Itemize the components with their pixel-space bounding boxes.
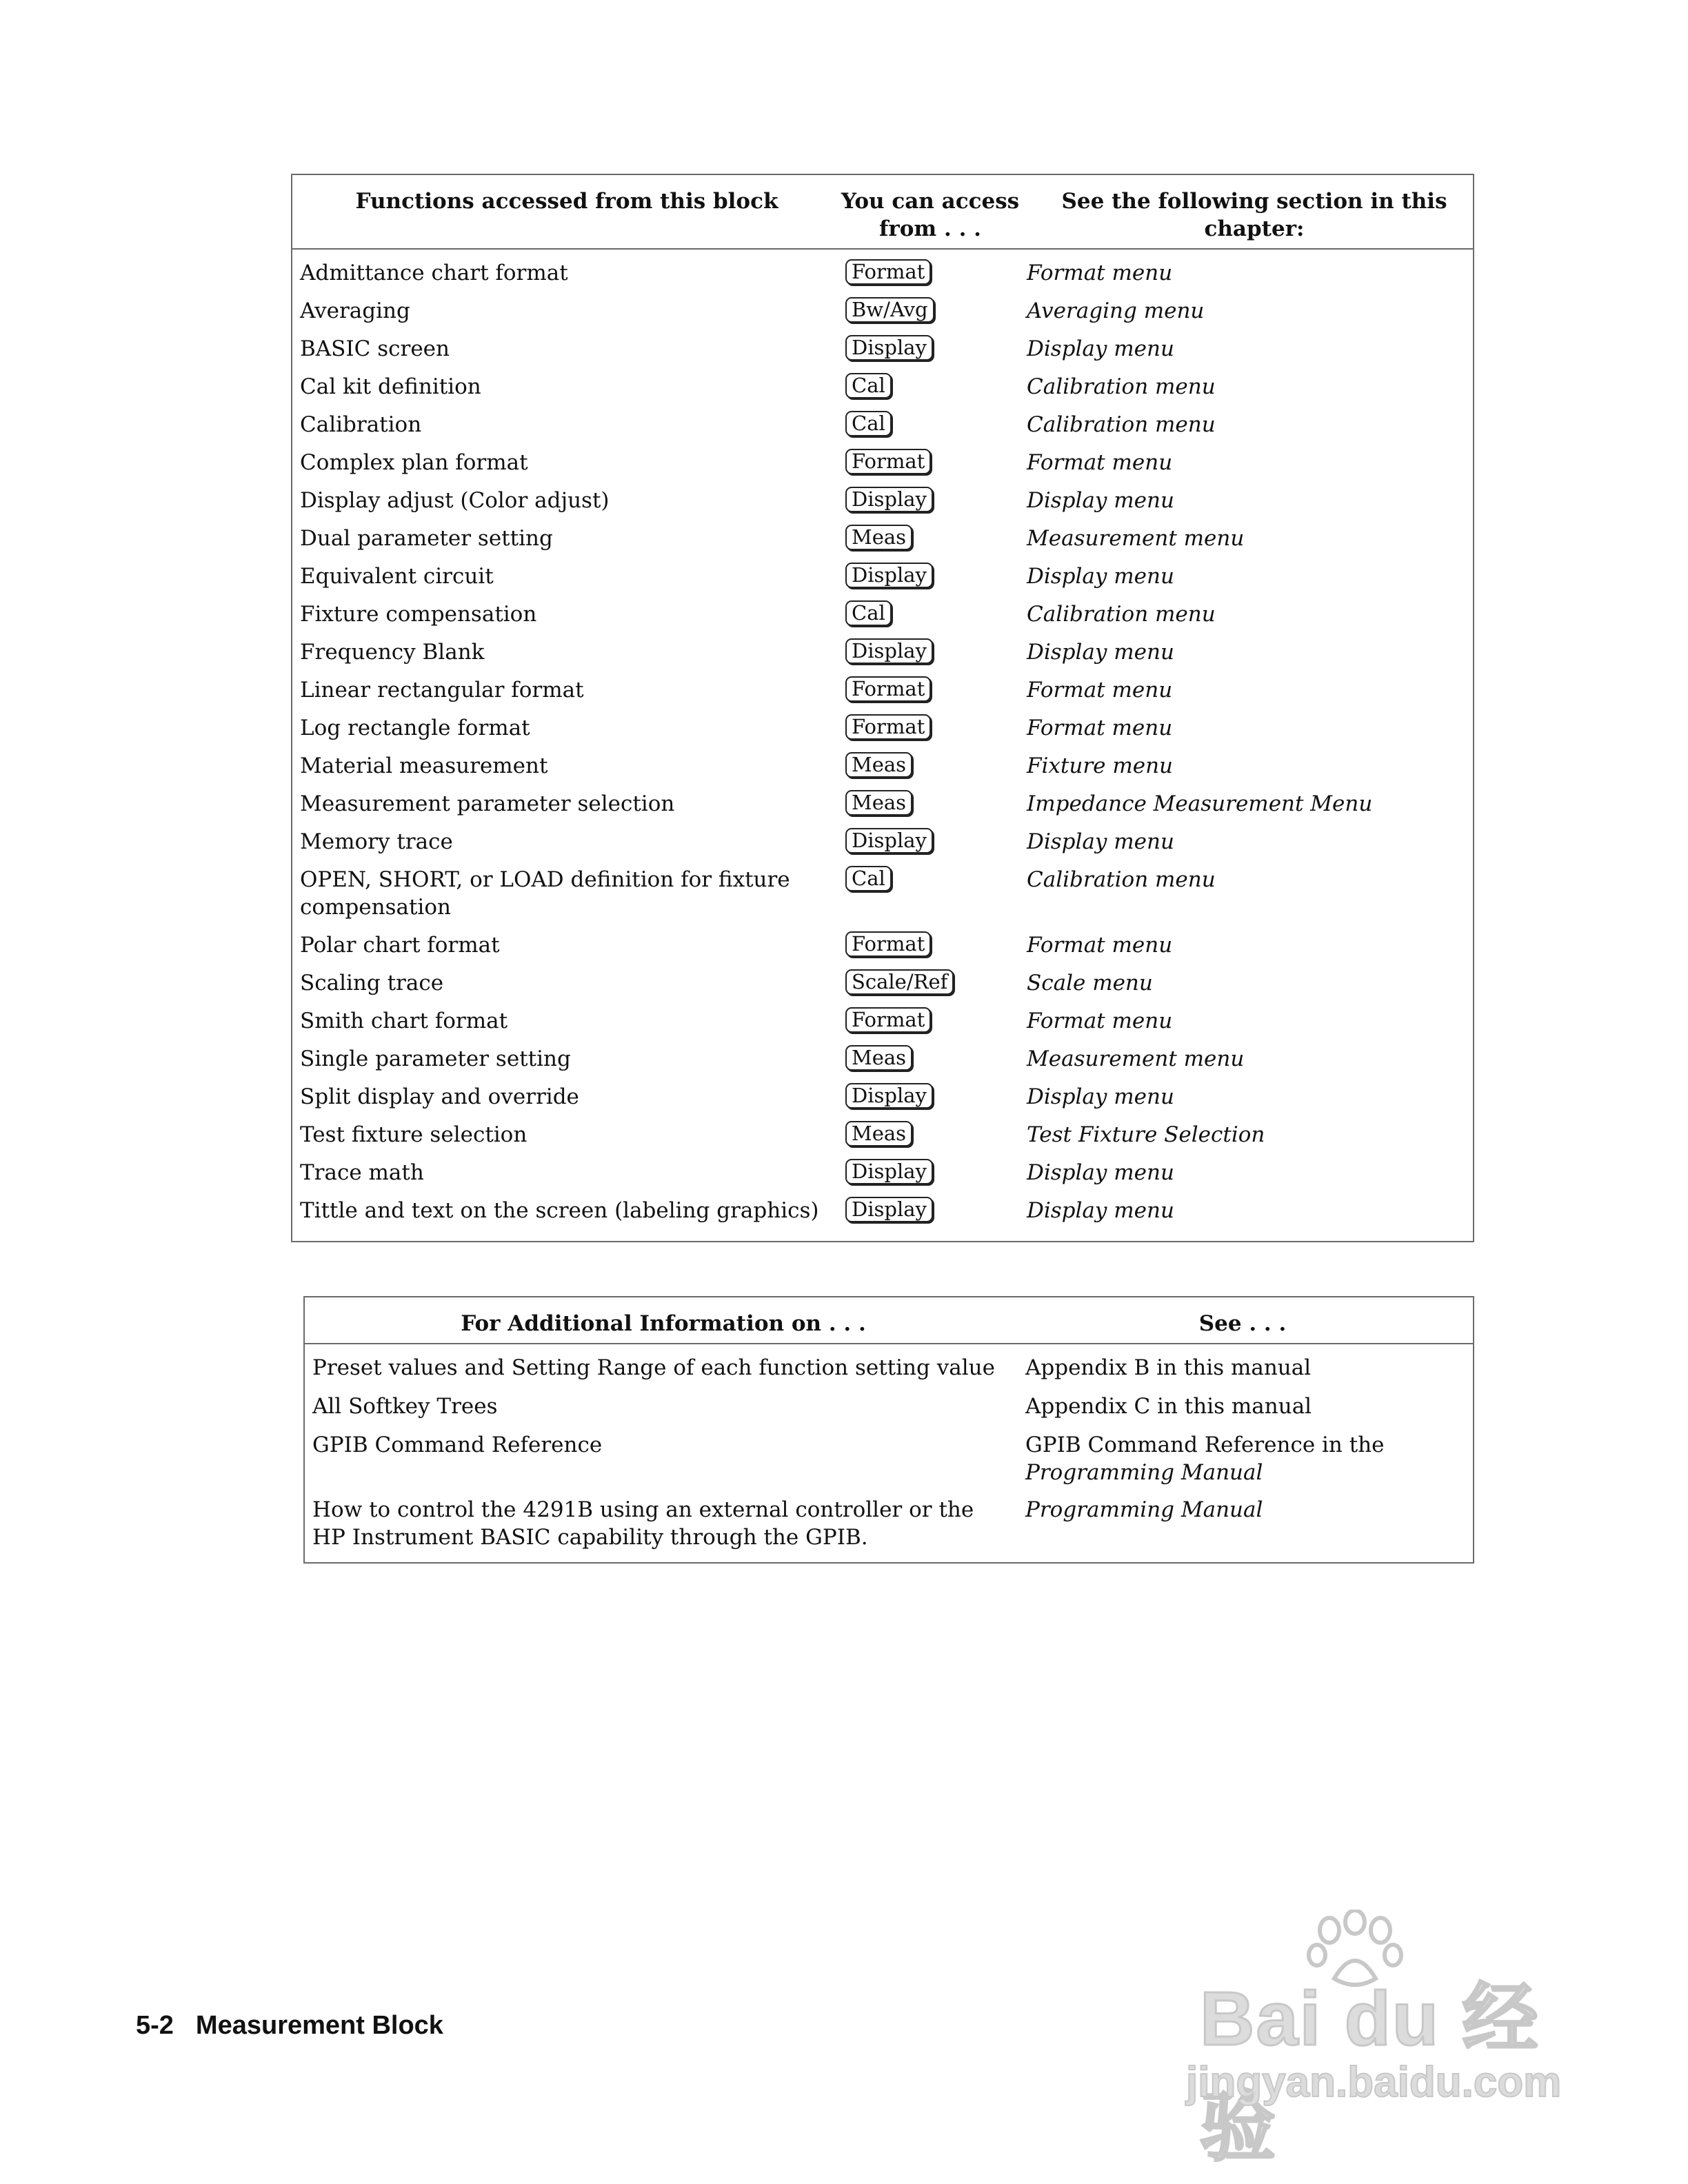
table-row bbox=[292, 560, 1473, 598]
section-cell: Test Fixture Selection bbox=[1027, 1122, 1265, 1147]
section-cell: Calibration menu bbox=[1027, 412, 1216, 437]
additional-info-table bbox=[303, 1296, 1474, 1564]
section-cell: Format menu bbox=[1027, 716, 1173, 740]
table-row bbox=[292, 446, 1473, 484]
functions-table bbox=[291, 174, 1474, 1242]
table-row bbox=[292, 1118, 1473, 1156]
section-cell: Fixture menu bbox=[1027, 754, 1174, 778]
function-cell: Trace math bbox=[300, 1160, 424, 1185]
table-row bbox=[292, 408, 1473, 446]
section-cell: Calibration menu bbox=[1027, 374, 1216, 399]
function-cell: Admittance chart format bbox=[300, 261, 568, 285]
section-cell: Scale menu bbox=[1027, 971, 1153, 995]
table-row bbox=[292, 967, 1473, 1004]
additional-info-body bbox=[305, 1344, 1473, 1562]
table-row bbox=[292, 1004, 1473, 1042]
section-cell: Display menu bbox=[1027, 640, 1174, 665]
function-cell: BASIC screen bbox=[300, 336, 450, 361]
section-cell: Measurement menu bbox=[1027, 1046, 1245, 1071]
section-cell: Display menu bbox=[1027, 488, 1174, 513]
display-key-button[interactable]: Display bbox=[845, 828, 933, 853]
watermark-brand: Bai du 经验 bbox=[1200, 1976, 1540, 2170]
section-cell: Format menu bbox=[1027, 678, 1173, 702]
function-cell: Dual parameter setting bbox=[300, 526, 553, 551]
section-cell: Measurement menu bbox=[1027, 526, 1245, 551]
see-cell bbox=[1025, 1431, 1467, 1486]
section-cell: Display menu bbox=[1027, 564, 1174, 589]
see-text: Appendix B in this manual bbox=[1025, 1355, 1312, 1380]
function-cell: Smith chart format bbox=[300, 1009, 508, 1033]
see-text: GPIB Command Reference in the bbox=[1025, 1433, 1385, 1457]
section-cell: Impedance Measurement Menu bbox=[1027, 791, 1373, 816]
functions-table-body bbox=[292, 250, 1473, 1232]
table-row bbox=[292, 294, 1473, 332]
meas-key-button[interactable]: Meas bbox=[845, 1045, 912, 1071]
see-manual-title: Programming Manual bbox=[1025, 1460, 1263, 1485]
function-cell: Equivalent circuit bbox=[300, 564, 494, 589]
table-row bbox=[292, 674, 1473, 711]
section-cell: Calibration menu bbox=[1027, 602, 1216, 627]
display-key-button[interactable]: Display bbox=[845, 487, 933, 512]
table-row bbox=[292, 1042, 1473, 1080]
additional-info-header bbox=[305, 1297, 1473, 1344]
display-key-button[interactable]: Display bbox=[845, 1083, 933, 1109]
cal-key-button[interactable]: Cal bbox=[845, 600, 892, 626]
table-row bbox=[305, 1428, 1473, 1493]
see-manual-title: Programming Manual bbox=[1025, 1497, 1263, 1522]
function-cell: Averaging bbox=[300, 299, 410, 323]
function-cell: Memory trace bbox=[300, 829, 453, 854]
table-row bbox=[292, 787, 1473, 825]
section-cell: Display menu bbox=[1027, 1084, 1174, 1109]
see-text: Appendix C in this manual bbox=[1025, 1394, 1312, 1419]
function-cell: Tittle and text on the screen (labeling graphics) bbox=[300, 1198, 819, 1223]
header-functions: Functions accessed from this block bbox=[355, 189, 778, 214]
section-cell: Format menu bbox=[1027, 933, 1173, 958]
display-key-button[interactable]: Display bbox=[845, 638, 933, 664]
topic-cell: Preset values and Setting Range of each function setting value bbox=[312, 1355, 995, 1380]
functions-table-header bbox=[292, 175, 1473, 250]
table-row bbox=[292, 598, 1473, 636]
function-cell: Polar chart format bbox=[300, 933, 500, 958]
function-cell: Complex plan format bbox=[300, 450, 528, 475]
format-key-button[interactable]: Format bbox=[845, 714, 931, 740]
table-row bbox=[305, 1351, 1473, 1390]
watermark-site: jingyan.baidu.com bbox=[1186, 2059, 1562, 2106]
function-cell: Scaling trace bbox=[300, 971, 444, 995]
function-cell: Linear rectangular format bbox=[300, 678, 584, 702]
table-row bbox=[292, 1194, 1473, 1232]
page-footer bbox=[136, 2009, 443, 2042]
section-cell: Format menu bbox=[1027, 1009, 1173, 1033]
section-cell: Display menu bbox=[1027, 1198, 1174, 1223]
watermark bbox=[1172, 1910, 1586, 2170]
table-row bbox=[292, 332, 1473, 370]
section-cell: Calibration menu bbox=[1027, 867, 1216, 892]
meas-key-button[interactable]: Meas bbox=[845, 1121, 912, 1146]
table-row bbox=[292, 825, 1473, 863]
topic-cell: How to control the 4291B using an external controller or the HP Instrument BASIC capability through the GPIB. bbox=[312, 1497, 974, 1550]
section-cell: Format menu bbox=[1027, 261, 1173, 285]
function-cell: Frequency Blank bbox=[300, 640, 485, 665]
scale-ref-key-button[interactable]: Scale/Ref bbox=[845, 969, 954, 995]
table-row bbox=[292, 1156, 1473, 1194]
cal-key-button[interactable]: Cal bbox=[845, 411, 892, 436]
table-row bbox=[292, 370, 1473, 408]
function-cell: Split display and override bbox=[300, 1084, 579, 1109]
format-key-button[interactable]: Format bbox=[845, 449, 931, 474]
table-row bbox=[292, 522, 1473, 560]
table-row bbox=[292, 1080, 1473, 1118]
see-cell bbox=[1025, 1354, 1467, 1382]
section-cell: Display menu bbox=[1027, 829, 1174, 854]
table-row bbox=[292, 256, 1473, 294]
header-access: You can access from . . . bbox=[841, 189, 1020, 241]
function-cell: Material measurement bbox=[300, 754, 548, 778]
function-cell: Measurement parameter selection bbox=[300, 791, 675, 816]
table-row bbox=[292, 929, 1473, 967]
header-topic: For Additional Information on . . . bbox=[461, 1311, 866, 1336]
format-key-button[interactable]: Format bbox=[845, 931, 931, 957]
see-cell bbox=[1025, 1496, 1467, 1524]
cal-key-button[interactable]: Cal bbox=[845, 373, 892, 398]
bw-avg-key-button[interactable]: Bw/Avg bbox=[845, 297, 934, 323]
format-key-button[interactable]: Format bbox=[845, 259, 931, 285]
page-number: 5-2 bbox=[136, 2011, 174, 2040]
table-row bbox=[305, 1390, 1473, 1428]
display-key-button[interactable]: Display bbox=[845, 1159, 933, 1184]
table-row bbox=[292, 636, 1473, 674]
format-key-button[interactable]: Format bbox=[845, 1007, 931, 1033]
format-key-button[interactable]: Format bbox=[845, 676, 931, 702]
meas-key-button[interactable]: Meas bbox=[845, 525, 912, 550]
table-row bbox=[292, 711, 1473, 749]
table-row bbox=[305, 1493, 1473, 1562]
section-cell: Averaging menu bbox=[1027, 299, 1205, 323]
see-cell bbox=[1025, 1393, 1467, 1420]
section-cell: Display menu bbox=[1027, 336, 1174, 361]
section-cell: Display menu bbox=[1027, 1160, 1174, 1185]
table-row bbox=[292, 863, 1473, 929]
function-cell: OPEN, SHORT, or LOAD definition for fixture compensation bbox=[300, 867, 790, 920]
chapter-title: Measurement Block bbox=[195, 2011, 443, 2040]
topic-cell: All Softkey Trees bbox=[312, 1394, 498, 1419]
header-section: See the following section in this chapter: bbox=[1061, 189, 1447, 241]
display-key-button[interactable]: Display bbox=[845, 1197, 933, 1222]
function-cell: Display adjust (Color adjust) bbox=[300, 488, 610, 513]
table-row bbox=[292, 749, 1473, 787]
header-see: See . . . bbox=[1198, 1311, 1287, 1336]
function-cell: Fixture compensation bbox=[300, 602, 537, 627]
topic-cell: GPIB Command Reference bbox=[312, 1433, 603, 1457]
section-cell: Format menu bbox=[1027, 450, 1173, 475]
function-cell: Cal kit definition bbox=[300, 374, 481, 399]
meas-key-button[interactable]: Meas bbox=[845, 752, 912, 778]
meas-key-button[interactable]: Meas bbox=[845, 790, 912, 816]
table-row bbox=[292, 484, 1473, 522]
function-cell: Test fixture selection bbox=[300, 1122, 528, 1147]
function-cell: Log rectangle format bbox=[300, 716, 530, 740]
function-cell: Single parameter setting bbox=[300, 1046, 571, 1071]
function-cell: Calibration bbox=[300, 412, 422, 437]
display-key-button[interactable]: Display bbox=[845, 335, 933, 361]
cal-key-button[interactable]: Cal bbox=[845, 866, 892, 891]
display-key-button[interactable]: Display bbox=[845, 563, 933, 588]
